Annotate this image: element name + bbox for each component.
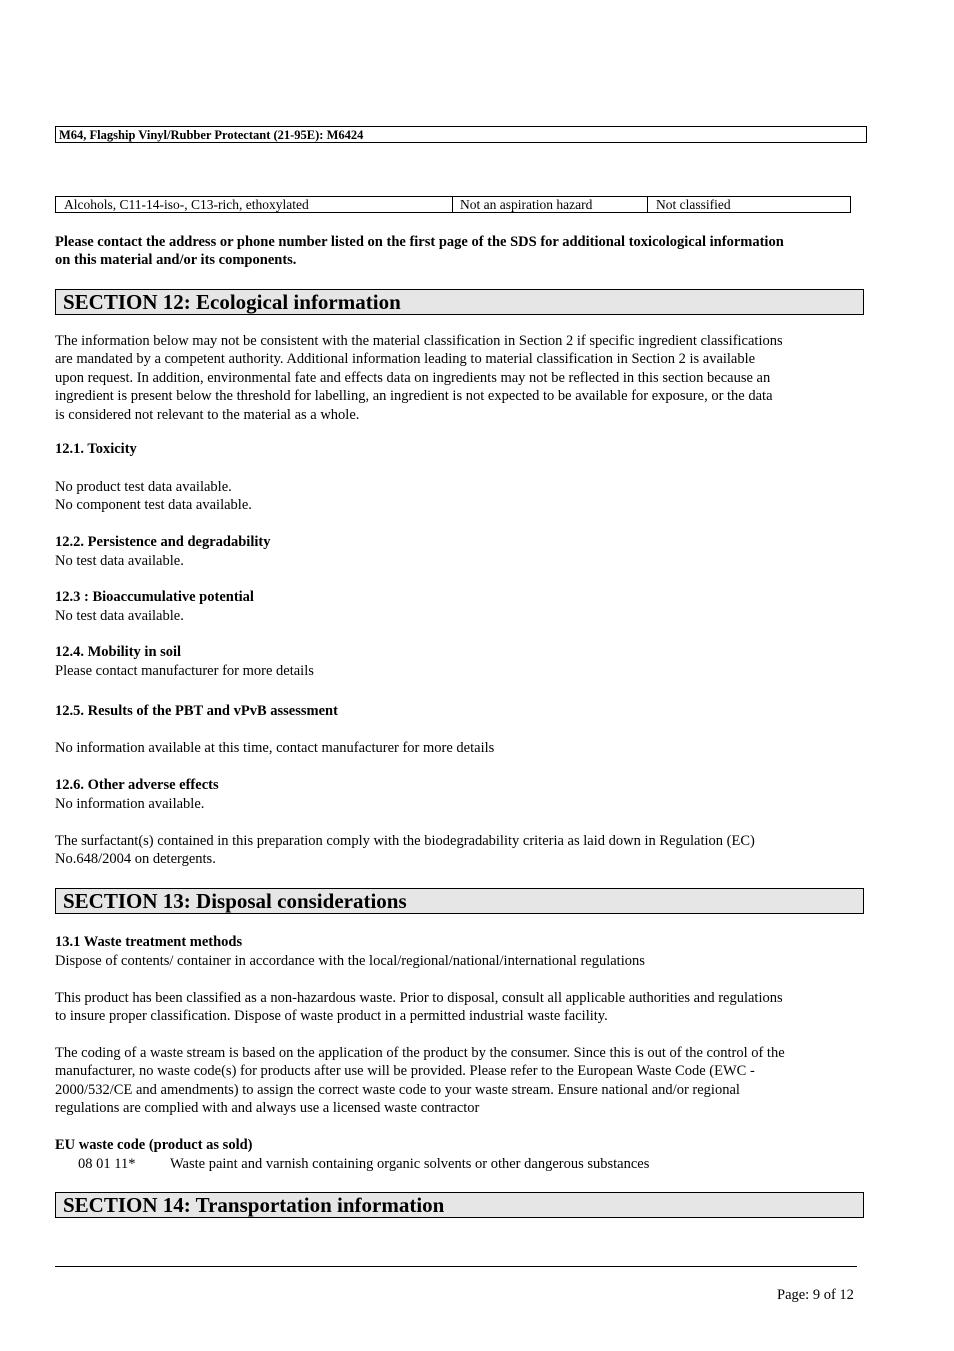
non-hazardous-note: This product has been classified as a non-hazardous waste. Prior to disposal, consult all applicable authorities and regulations to insure proper classification. Dispose of waste product in a permitted industrial waste facility. <box>55 990 783 1025</box>
mobility-heading: 12.4. Mobility in soil <box>55 644 182 660</box>
bioaccumulative-heading: 12.3 : Bioaccumulative potential <box>55 589 254 605</box>
ingredient-cell: Alcohols, C11-14-iso-, C13-rich, ethoxylated <box>56 197 453 212</box>
bioaccumulative-text: No test data available. <box>55 608 184 624</box>
footer-divider <box>55 1266 857 1267</box>
eu-waste-code: 08 01 11* <box>78 1156 136 1172</box>
eu-waste-description: Waste paint and varnish containing organic solvents or other dangerous substances <box>170 1156 650 1172</box>
endpoint-cell: Not an aspiration hazard <box>453 197 648 212</box>
waste-treatment-text: Dispose of contents/ container in accordance with the local/regional/national/international regulations <box>55 953 645 969</box>
classification-cell: Not classified <box>656 197 731 212</box>
waste-coding-note: The coding of a waste stream is based on the application of the product by the consumer. Since this is out of the control of the manufacturer, no waste code(s) for products after use will be provided. Please refer to the European Waste Code (EWC - 2000/532/CE and amendments) to assign the correct waste code to your waste stream. Ensure national and/or regional regulations are complied with and always use a licensed waste contractor <box>55 1045 785 1117</box>
mobility-text: Please contact manufacturer for more details <box>55 663 314 679</box>
page-number: Page: 9 of 12 <box>777 1287 854 1303</box>
eu-waste-code-heading: EU waste code (product as sold) <box>55 1137 253 1153</box>
other-effects-text: No information available. <box>55 796 205 812</box>
waste-treatment-heading: 13.1 Waste treatment methods <box>55 934 243 950</box>
toxicity-text: No product test data available. No component test data available. <box>55 479 252 514</box>
section-12-heading: SECTION 12: Ecological information <box>55 289 864 315</box>
persistence-heading: 12.2. Persistence and degradability <box>55 534 271 550</box>
toxicity-table-row <box>55 196 851 213</box>
toxicity-heading: 12.1. Toxicity <box>55 441 137 457</box>
pbt-text: No information available at this time, contact manufacturer for more details <box>55 740 495 756</box>
contact-note: Please contact the address or phone number listed on the first page of the SDS for additional toxicological information on this material and/or its components. <box>55 234 784 269</box>
section-14-heading: SECTION 14: Transportation information <box>55 1192 864 1218</box>
persistence-text: No test data available. <box>55 553 184 569</box>
surfactant-note: The surfactant(s) contained in this preparation comply with the biodegradability criteria as laid down in Regulation (EC) No.648/2004 on detergents. <box>55 833 755 868</box>
section-13-heading: SECTION 13: Disposal considerations <box>55 888 864 914</box>
other-effects-heading: 12.6. Other adverse effects <box>55 777 219 793</box>
document-header: M64, Flagship Vinyl/Rubber Protectant (21-95E): M6424 <box>55 126 867 143</box>
pbt-heading: 12.5. Results of the PBT and vPvB assessment <box>55 703 338 719</box>
section-12-intro: The information below may not be consistent with the material classification in Section 2 if specific ingredient classifications are mandated by a competent authority. Additional information leading to material classification in Section 2 is available upon request. In addition, environmental fate and effects data on ingredients may not be reflected in this section because an ingredient is present below the threshold for labelling, an ingredient is not expected to be available for exposure, or the data is considered not relevant to the material as a whole. <box>55 333 783 423</box>
